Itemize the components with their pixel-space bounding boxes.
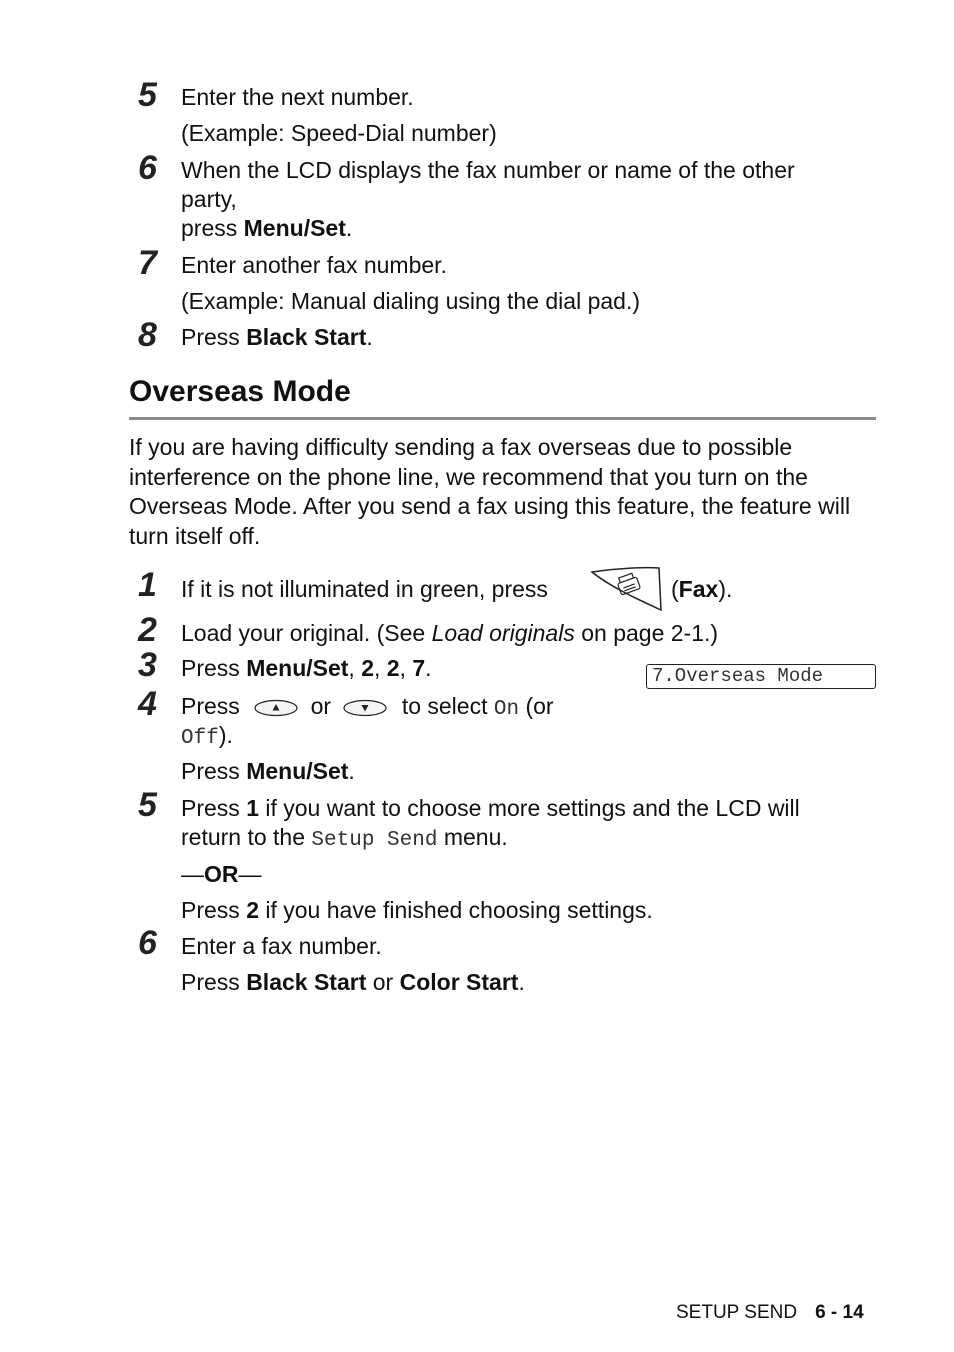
footer-page-number: 6 - 14 [815, 1302, 864, 1323]
down-arrow-key-icon [341, 698, 389, 718]
step-text: Press or to select On (or [181, 693, 554, 721]
intro-paragraph: If you are having difficulty sending a fax overseas due to possible interference on the phone line, we recommend that you turn on the Overseas Mode. After you send a fax using this feature, the feature will turn itself off. [129, 434, 851, 549]
page-footer [676, 1302, 864, 1324]
step-text: Press 1 if you want to choose more settings and the LCD will [181, 795, 800, 821]
step-text: Enter the next number. [181, 84, 414, 110]
section-heading: Overseas Mode [129, 375, 351, 408]
step-text: Enter a fax number. [181, 933, 382, 959]
up-arrow-key-icon [252, 698, 300, 718]
step-text: (Fax). [671, 576, 733, 602]
lcd-display: 7.Overseas Mode [646, 664, 876, 689]
step-text: Press 2 if you have finished choosing settings. [181, 897, 653, 923]
step-number: 6 [138, 924, 157, 962]
fax-key-icon [589, 564, 663, 612]
step-number: 4 [138, 685, 157, 723]
step-text: Press Menu/Set, 2, 2, 7. [181, 655, 432, 681]
step-text: press Menu/Set. [181, 215, 353, 241]
step-number: 1 [138, 566, 157, 604]
step-text: Press Black Start or Color Start. [181, 969, 525, 995]
step-text: Press Black Start. [181, 324, 373, 350]
step-text: When the LCD displays the fax number or name of the other [181, 157, 795, 183]
step-number: 6 [138, 149, 157, 187]
step-number: 5 [138, 76, 157, 114]
step-text: (Example: Speed-Dial number) [181, 120, 497, 146]
or-separator: —OR— [181, 861, 262, 887]
step-number: 5 [138, 786, 157, 824]
step-text: If it is not illuminated in green, press [181, 576, 548, 602]
footer-section: SETUP SEND [676, 1302, 798, 1323]
step-text: Press Menu/Set. [181, 758, 355, 784]
step-text: return to the Setup Send menu. [181, 824, 508, 852]
step-number: 8 [138, 316, 157, 354]
heading-rule [129, 417, 876, 420]
step-number: 2 [138, 611, 157, 649]
step-text: (Example: Manual dialing using the dial pad.) [181, 288, 640, 314]
step-text: Enter another fax number. [181, 252, 447, 278]
step-text: party, [181, 186, 237, 212]
step-number: 3 [138, 646, 157, 684]
step-text: Load your original. (See Load originals on page 2-1.) [181, 620, 719, 646]
step-number: 7 [138, 244, 157, 282]
step-text: Off). [181, 722, 233, 750]
